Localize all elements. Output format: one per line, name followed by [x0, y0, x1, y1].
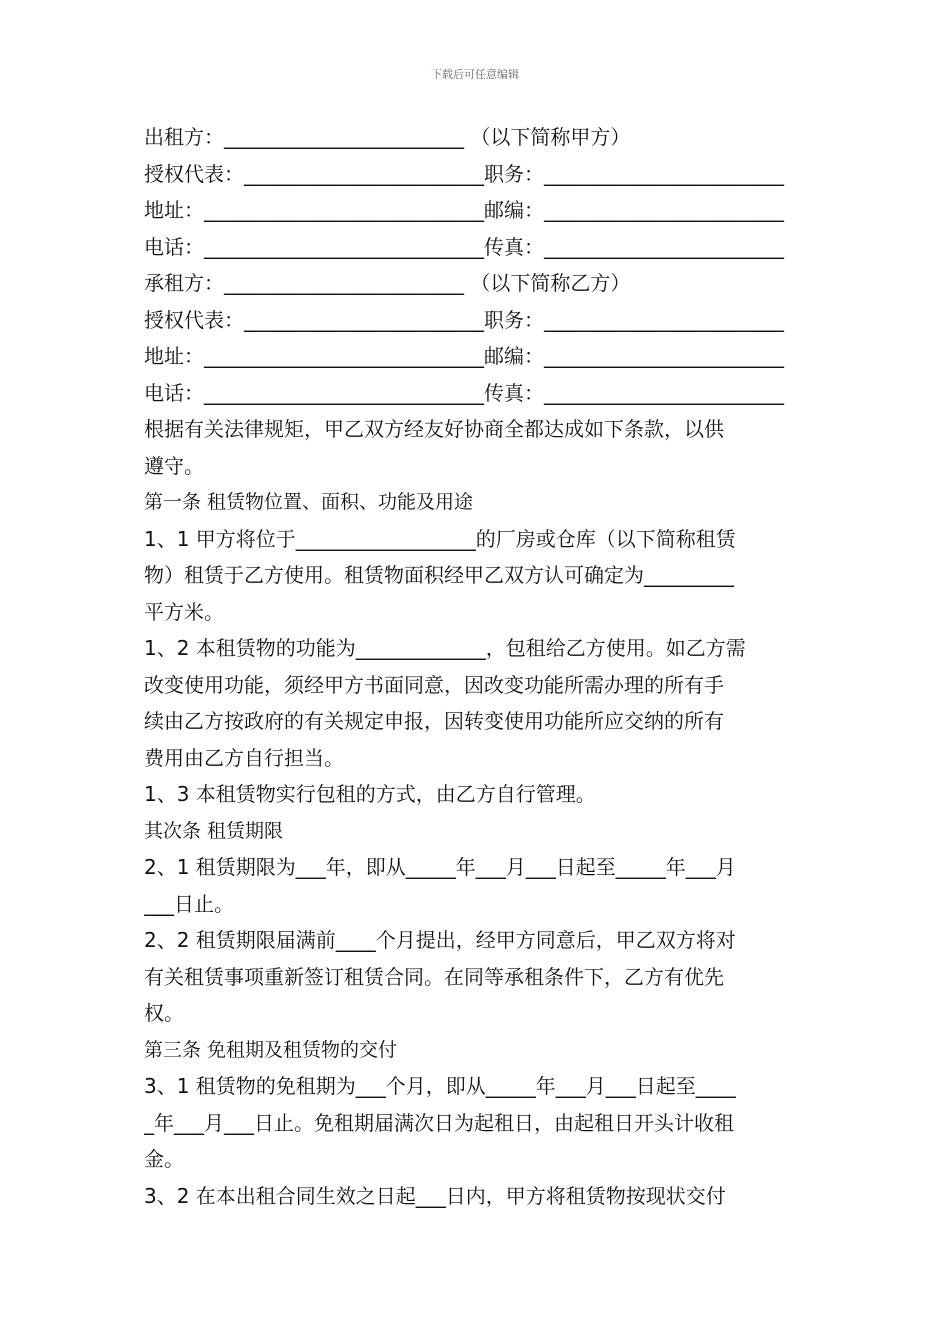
lessor-address-line: 地址：____________________________邮编：________________________ [144, 198, 784, 222]
paragraph-line: 3、1 租赁物的免租期为___个月，即从_____年___月___日起至____ [144, 1074, 736, 1098]
lessor-rep-line: 授权代表：________________________职务：________________________ [144, 161, 784, 186]
paragraph-line: 有关租赁事项重新签订租赁合同。在同等承租条件下，乙方有优先 [144, 964, 724, 989]
paragraph-line: 2、1 租赁期限为___年，即从_____年___月___日起至_____年___月 [144, 855, 736, 879]
paragraph-line: 1、2 本租赁物的功能为_____________，包租给乙方使用。如乙方需 [144, 636, 746, 660]
paragraph-line: 费用由乙方自行担当。 [144, 745, 344, 770]
lessor-line: 出租方：________________________ （以下简称甲方） [144, 125, 631, 149]
paragraph-line: 物）租赁于乙方使用。租赁物面积经甲乙双方认可确定为_________ [144, 563, 734, 587]
paragraph-line: 1、3 本租赁物实行包租的方式，由乙方自行管理。 [144, 782, 596, 806]
paragraph-line: _年___月___日止。免租期届满次日为起租日，由起租日开头计收租 [144, 1110, 734, 1135]
lessee-address-line: 地址：____________________________邮编：________________________ [144, 344, 784, 368]
paragraph-line: ___日止。 [144, 891, 234, 916]
lessee-phone-line: 电话：____________________________传真：________________________ [144, 380, 784, 405]
section-heading: 第一条 租赁物位置、面积、功能及用途 [144, 491, 474, 513]
paragraph-line: 金。 [144, 1147, 184, 1171]
section-heading: 第三条 免租期及租赁物的交付 [144, 1038, 398, 1061]
paragraph-line: 平方米。 [144, 599, 224, 624]
lessor-phone-line: 电话：____________________________传真：________________________ [144, 234, 784, 259]
paragraph-line: 遵守。 [144, 453, 204, 478]
paragraph-line: 1、1 甲方将位于__________________的厂房或仓库（以下简称租赁 [144, 526, 736, 551]
paragraph-line: 改变使用功能，须经甲方书面同意，因改变功能所需办理的所有手 [144, 672, 724, 697]
paragraph-line: 权。 [144, 1001, 184, 1025]
section-heading: 其次条 租赁期限 [144, 819, 284, 842]
contract-body [144, 119, 808, 1214]
page-header-note: 下载后可任意编辑 [431, 68, 519, 81]
paragraph-line: 2、2 租赁期限届满前____个月提出，经甲方同意后，甲乙双方将对 [144, 928, 736, 952]
lessee-line: 承租方：________________________ （以下简称乙方） [144, 271, 631, 295]
paragraph-line: 3、2 在本出租合同生效之日起___日内，甲方将租赁物按现状交付 [144, 1183, 726, 1208]
paragraph-line: 续由乙方按政府的有关规定申报，因转变使用功能所应交纳的所有 [144, 709, 724, 733]
paragraph-line: 根据有关法律规矩，甲乙双方经友好协商全都达成如下条款，以供 [144, 417, 724, 441]
lessee-rep-line: 授权代表：________________________职务：________________________ [144, 307, 784, 332]
